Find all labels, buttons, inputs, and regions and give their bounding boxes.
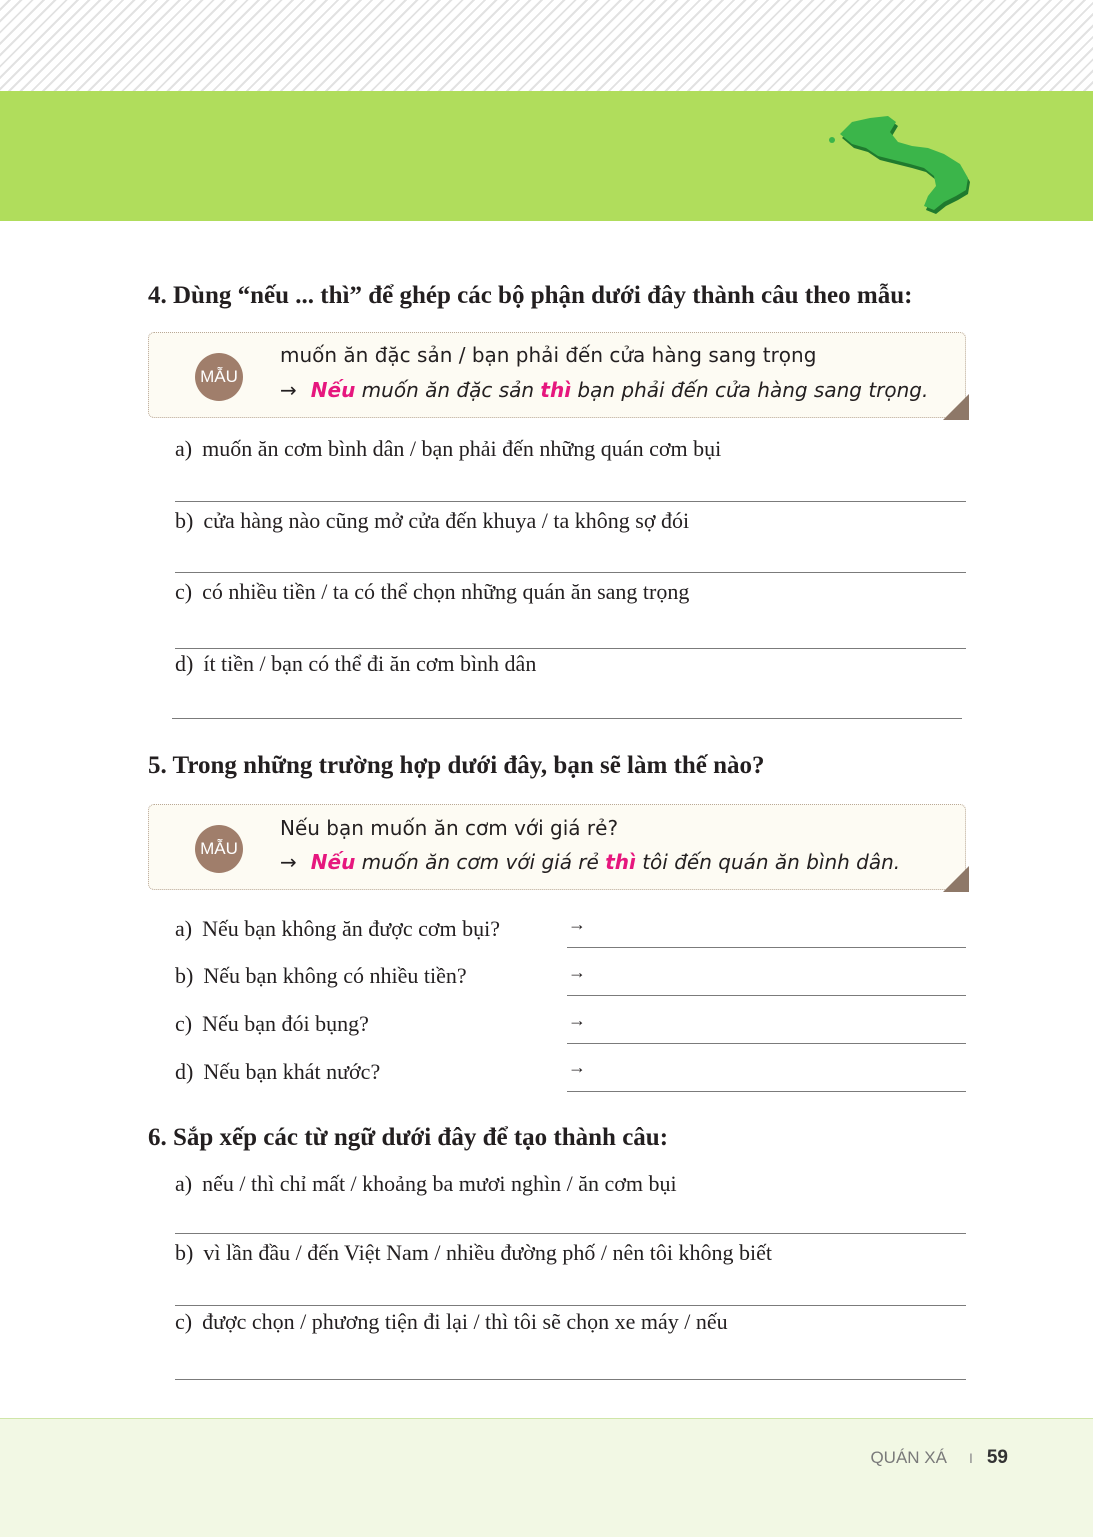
arrow-icon: → bbox=[280, 378, 297, 402]
answer-line[interactable] bbox=[567, 947, 966, 948]
arrow-icon: → bbox=[568, 1010, 586, 1030]
arrow-icon: → bbox=[568, 914, 586, 934]
exercise-6-heading: 6. Sắp xếp các từ ngữ dưới đây để tạo thành câu: bbox=[148, 1124, 669, 1151]
exercise-item: d) Nếu bạn khát nước? bbox=[175, 1059, 381, 1084]
sample-answer-part: muốn ăn đặc sản bbox=[355, 378, 541, 402]
sample-answer-part: bạn phải đến cửa hàng sang trọng. bbox=[571, 378, 929, 402]
sample-badge: MẪU bbox=[195, 825, 243, 873]
exercise-item: a) muốn ăn cơm bình dân / bạn phải đến những quán cơm bụi bbox=[175, 436, 722, 461]
sample-answer bbox=[280, 850, 900, 874]
keyword-thi: thì bbox=[540, 378, 572, 402]
corner-fold bbox=[943, 394, 969, 420]
exercise-item: a) Nếu bạn không ăn được cơm bụi? bbox=[175, 916, 500, 941]
exercise-item: b) Nếu bạn không có nhiều tiền? bbox=[175, 963, 467, 988]
sample-answer bbox=[280, 378, 928, 402]
sample-badge: MẪU bbox=[195, 353, 243, 401]
exercise-item: c) có nhiều tiền / ta có thể chọn những quán ăn sang trọng bbox=[175, 579, 690, 604]
footer-section: QUÁN XÁ bbox=[870, 1448, 947, 1467]
exercise-item: c) Nếu bạn đói bụng? bbox=[175, 1011, 369, 1036]
exercise-item: a) nếu / thì chỉ mất / khoảng ba mươi nghìn / ăn cơm bụi bbox=[175, 1171, 677, 1196]
exercise-5-heading: 5. Trong những trường hợp dưới đây, bạn sẽ làm thế nào? bbox=[148, 752, 765, 779]
exercise-4-heading: 4. Dùng “nếu ... thì” để ghép các bộ phận dưới đây thành câu theo mẫu: bbox=[148, 282, 913, 309]
answer-line[interactable] bbox=[175, 572, 966, 573]
answer-line[interactable] bbox=[567, 1043, 966, 1044]
sample-prompt: Nếu bạn muốn ăn cơm với giá rẻ? bbox=[280, 816, 619, 840]
footer-separator: I bbox=[968, 1450, 973, 1466]
answer-line[interactable] bbox=[567, 995, 966, 996]
sample-answer-part: tôi đến quán ăn bình dân. bbox=[635, 850, 901, 874]
keyword-neu: Nếu bbox=[310, 378, 356, 402]
arrow-icon: → bbox=[568, 1057, 586, 1077]
answer-line[interactable] bbox=[175, 648, 966, 649]
exercise-item: b) vì lần đầu / đến Việt Nam / nhiều đường phố / nên tôi không biết bbox=[175, 1240, 773, 1265]
header-hatch-pattern bbox=[0, 0, 1093, 91]
footer-label bbox=[870, 1447, 1008, 1469]
sample-box-5 bbox=[148, 804, 966, 890]
keyword-neu: Nếu bbox=[310, 850, 356, 874]
answer-line[interactable] bbox=[172, 718, 962, 719]
exercise-item: c) được chọn / phương tiện đi lại / thì tôi sẽ chọn xe máy / nếu bbox=[175, 1309, 728, 1334]
answer-line[interactable] bbox=[175, 1305, 966, 1306]
answer-line[interactable] bbox=[175, 501, 966, 502]
arrow-icon: → bbox=[568, 962, 586, 982]
answer-line[interactable] bbox=[175, 1233, 966, 1234]
corner-fold bbox=[943, 866, 969, 892]
vietnam-map-icon bbox=[826, 112, 974, 216]
keyword-thi: thì bbox=[605, 850, 636, 874]
page-number: 59 bbox=[986, 1447, 1008, 1468]
sample-box-4 bbox=[148, 332, 966, 418]
page-footer bbox=[0, 1418, 1093, 1537]
answer-line[interactable] bbox=[567, 1091, 966, 1092]
answer-line[interactable] bbox=[175, 1379, 966, 1380]
exercise-item: d) ít tiền / bạn có thể đi ăn cơm bình dân bbox=[175, 651, 537, 676]
exercise-item: b) cửa hàng nào cũng mở cửa đến khuya / ta không sợ đói bbox=[175, 508, 690, 533]
sample-prompt: muốn ăn đặc sản / bạn phải đến cửa hàng sang trọng bbox=[280, 343, 817, 367]
arrow-icon: → bbox=[280, 850, 297, 874]
sample-answer-part: muốn ăn cơm với giá rẻ bbox=[355, 850, 606, 874]
